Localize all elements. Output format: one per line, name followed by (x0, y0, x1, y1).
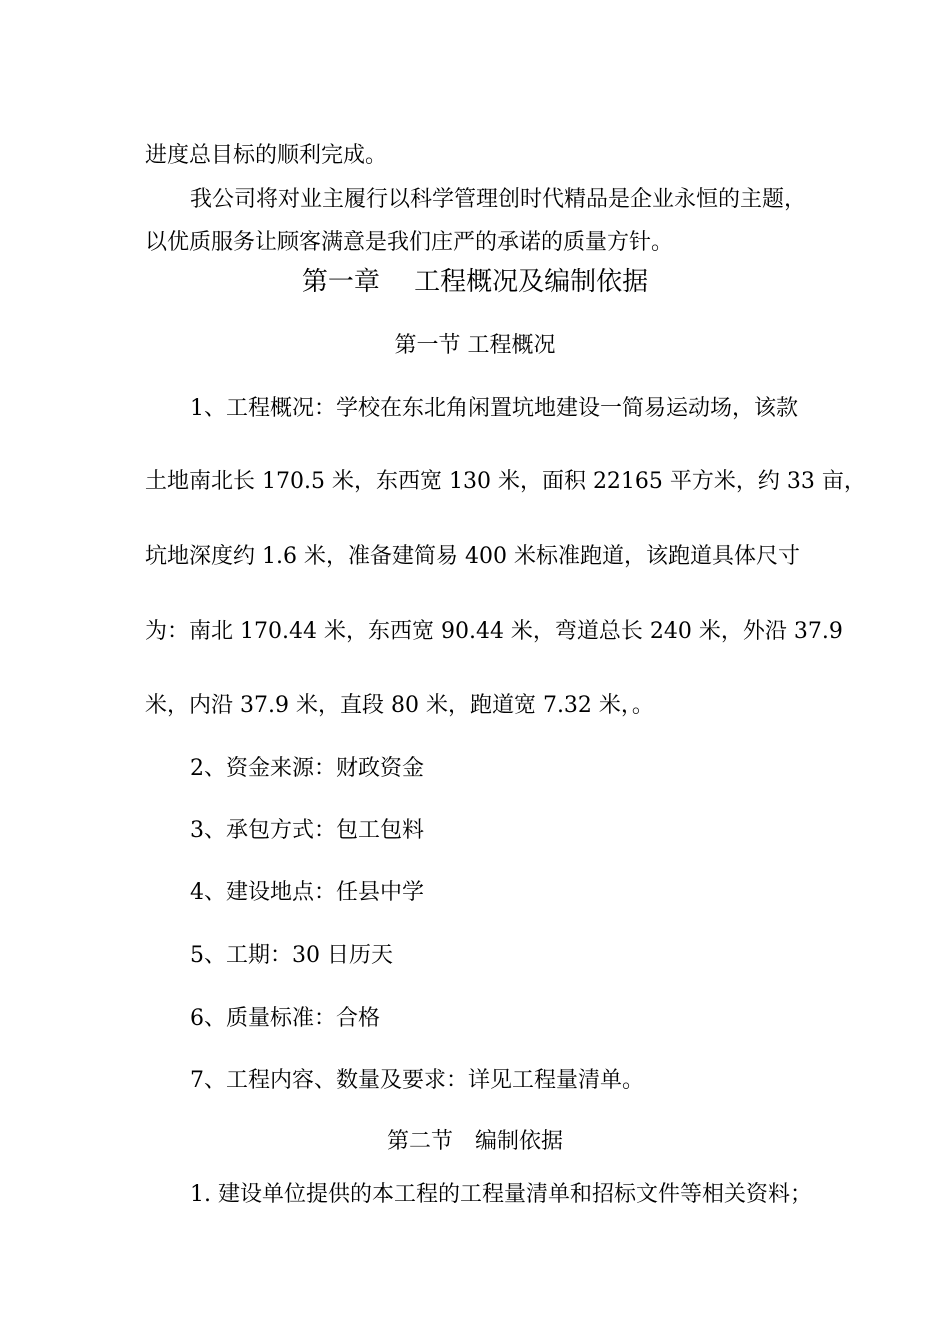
paragraph-line: 进度总目标的顺利完成。 (145, 143, 388, 168)
list-item: 7、工程内容、数量及要求：详见工程量清单。 (190, 1068, 644, 1093)
overview-line: 1、工程概况：学校在东北角闲置坑地建设一简易运动场，该款 (190, 396, 798, 421)
list-item: 4、建设地点：任县中学 (190, 880, 424, 905)
basis-line: 1. 建设单位提供的本工程的工程量清单和招标文件等相关资料； (190, 1182, 812, 1207)
paragraph-line: 以优质服务让顾客满意是我们庄严的承诺的质量方针。 (145, 230, 674, 255)
list-item: 2、资金来源：财政资金 (190, 756, 424, 781)
chapter-title: 第一章 工程概况及编制依据 (301, 267, 649, 297)
overview-line: 坑地深度约 1.6 米，准备建简易 400 米标准跑道，该跑道具体尺寸 (145, 544, 800, 569)
section-title: 第二节 编制依据 (386, 1129, 563, 1154)
overview-line: 土地南北长 170.5 米，东西宽 130 米，面积 22165 平方米，约 33 亩， (145, 469, 866, 494)
overview-line: 米，内沿 37.9 米，直段 80 米，跑道宽 7.32 米，。 (145, 693, 654, 718)
paragraph-line: 我公司将对业主履行以科学管理创时代精品是企业永恒的主题， (190, 187, 807, 212)
overview-line: 为：南北 170.44 米，东西宽 90.44 米，弯道总长 240 米，外沿 37.9 (145, 619, 843, 644)
list-item: 3、承包方式：包工包料 (190, 818, 424, 843)
list-item: 5、工期：30 日历天 (190, 943, 393, 968)
section-title: 第一节 工程概况 (394, 333, 556, 358)
list-item: 6、质量标准：合格 (190, 1006, 380, 1031)
